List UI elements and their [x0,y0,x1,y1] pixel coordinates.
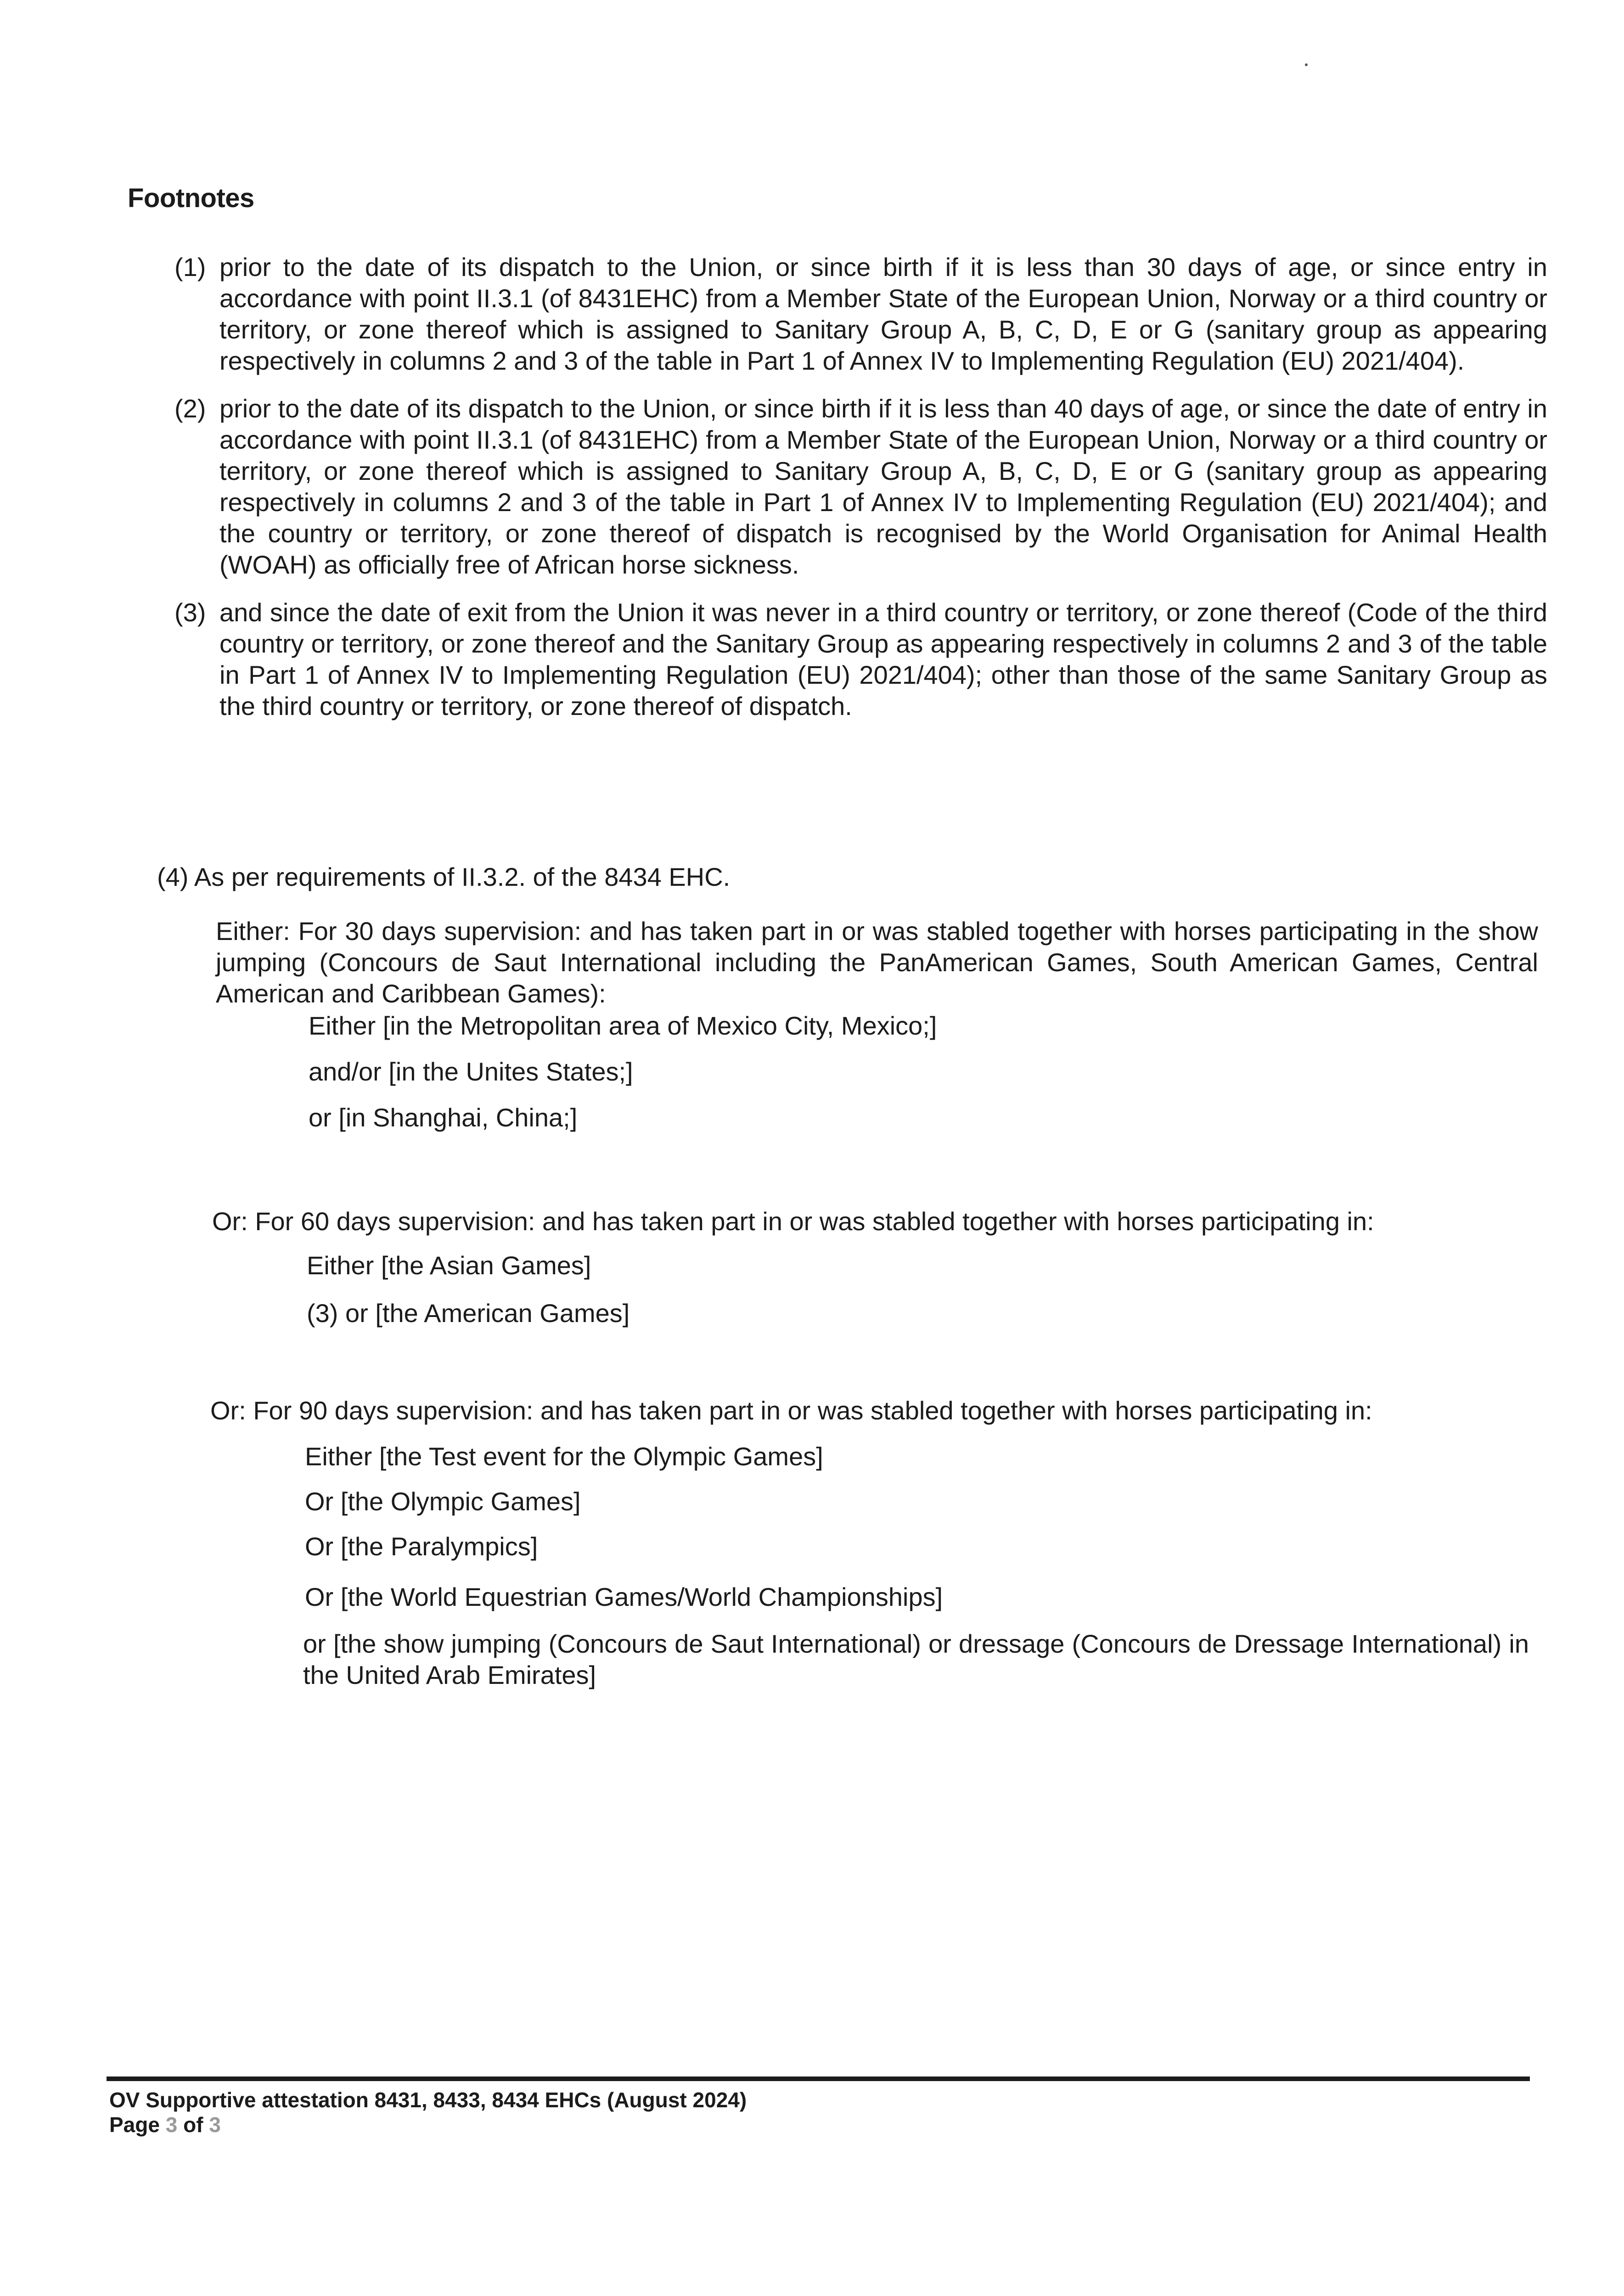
option-90-world-equestrian-games: Or [the World Equestrian Games/World Championships] [305,1582,943,1611]
option-30-united-states: and/or [in the Unites States;] [309,1057,633,1086]
option-30-shanghai: or [in Shanghai, China;] [309,1103,578,1132]
option-90-uae-show-jumping: or [the show jumping (Concours de Saut International) or dressage (Concours de Dressage International) in the United Arab Emirates] [303,1629,1529,1689]
or-90-days-paragraph: Or: For 90 days supervision: and has taken part in or was stabled together with horses participating in: [210,1396,1372,1425]
footnote-text: prior to the date of its dispatch to the Union, or since birth if it is less than 30 days of age, or since entry in accordance with point II.3.1 (of 8431EHC) from a Member State of the European Union, Norway or a third country or territory, or zone thereof which is assigned to Sanitary Group A, B, C, D, E or G (sanitary group as appearing respectively in columns 2 and 3 of the table in Part 1 of Annex IV to Implementing Regulation (EU) 2021/404). [219,253,1547,375]
either-30-days-paragraph: Either: For 30 days supervision: and has taken part in or was stabled together with horses participating in the show jumping (Concours de Saut International including the PanAmerican Games, South American Games, Central American and Caribbean Games): [216,917,1538,1008]
option-60-american-games: (3) or [the American Games] [307,1299,630,1328]
stray-dot [1305,63,1308,66]
page-current: 3 [165,2113,178,2137]
footer-page-number [109,2112,221,2137]
page-total: 3 [209,2113,221,2137]
footer-divider [107,2077,1530,2081]
option-90-olympic-games: Or [the Olympic Games] [305,1487,581,1516]
option-90-test-event: Either [the Test event for the Olympic Games] [305,1442,823,1471]
or-60-days-paragraph: Or: For 60 days supervision: and has taken part in or was stabled together with horses participating in: [212,1207,1374,1236]
footnote-number: (1) [174,253,206,281]
option-60-asian-games: Either [the Asian Games] [307,1251,591,1280]
footnote-text: and since the date of exit from the Union it was never in a third country or territory, or zone thereof (Code of the third country or territory, or zone thereof and the Sanitary Group as appearing respectively in columns 2 and 3 of the table in Part 1 of Annex IV to Implementing Regulation (EU) 2021/404); other than those of the same Sanitary Group as the third country or territory, or zone thereof of dispatch. [219,598,1547,720]
option-30-mexico: Either [in the Metropolitan area of Mexico City, Mexico;] [309,1011,937,1040]
page-label: Page [109,2113,160,2137]
page-of: of [183,2113,203,2137]
option-90-paralympics: Or [the Paralympics] [305,1532,538,1561]
footnote-2 [174,393,1547,580]
footnote-list [174,252,1547,738]
footnote-number: (3) [174,598,206,627]
footnote-text: prior to the date of its dispatch to the Union, or since birth if it is less than 40 days of age, or since the date of entry in accordance with point II.3.1 (of 8431EHC) from a Member State of the European Union, Norway or a third country or territory, or zone thereof which is assigned to Sanitary Group A, B, C, D, E or G (sanitary group as appearing respectively in columns 2 and 3 of the table in Part 1 of Annex IV to Implementing Regulation (EU) 2021/404); and the country or territory, or zone thereof of dispatch is recognised by the World Organisation for Animal Health (WOAH) as officially free of African horse sickness. [219,394,1547,579]
footnote-3 [174,597,1547,722]
footnote-1 [174,252,1547,377]
footnote-4: (4) As per requirements of II.3.2. of the 8434 EHC. [157,862,731,891]
page-title: Footnotes [128,183,254,213]
footer-document-title: OV Supportive attestation 8431, 8433, 8434 EHCs (August 2024) [109,2088,747,2112]
footnote-number: (2) [174,394,206,423]
